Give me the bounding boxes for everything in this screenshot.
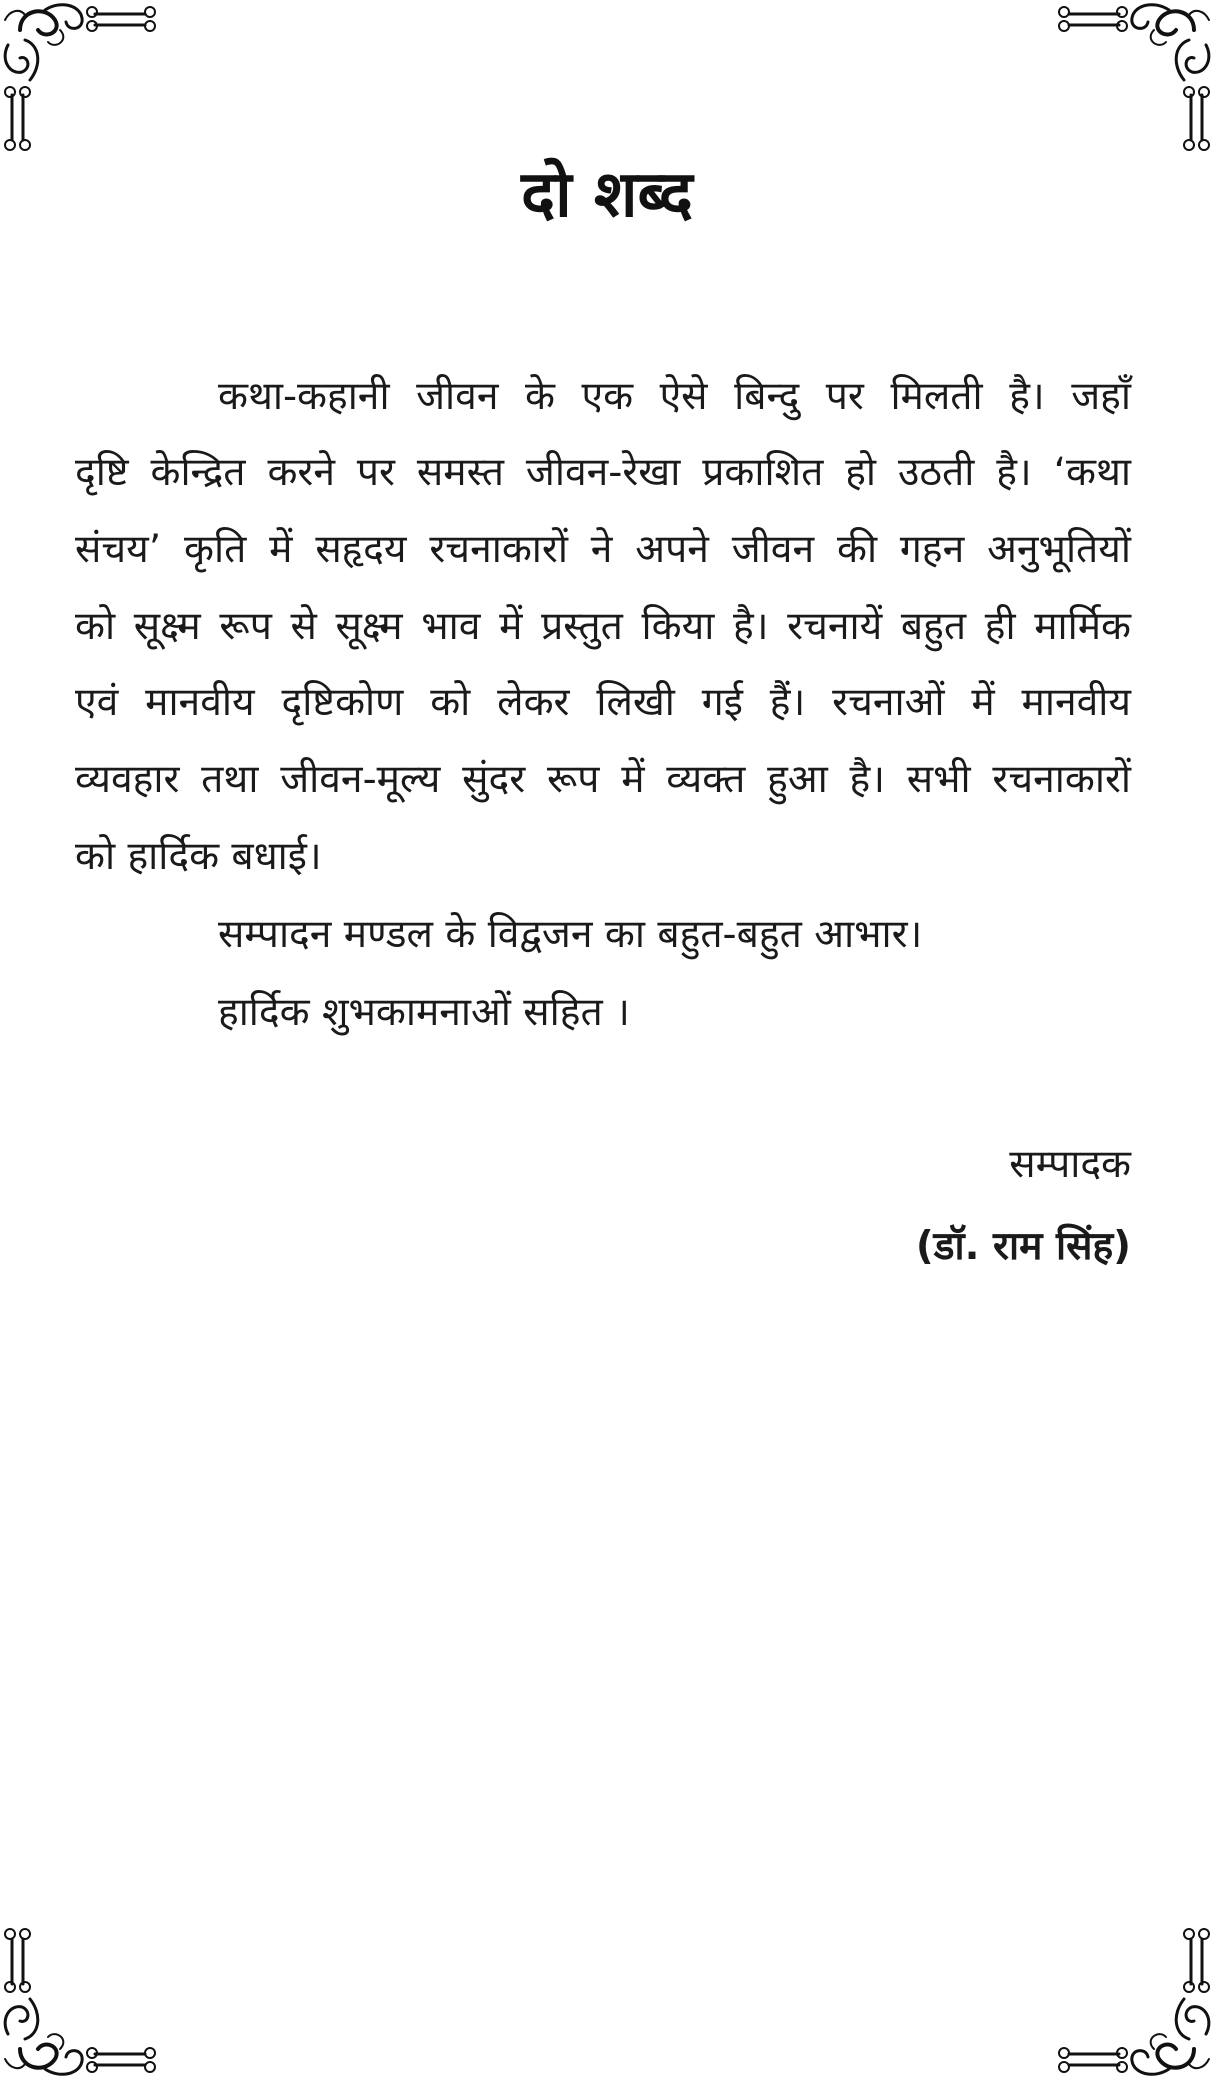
ornamental-corner-bottom-right bbox=[1054, 1924, 1214, 2079]
paragraph-line: संचय’ कृति में सहृदय रचनाकारों ने अपने जीवन की गहन अनुभूतियों bbox=[75, 527, 1131, 572]
signature-name: (डॉ. राम सिंह) bbox=[915, 1224, 1131, 1269]
paragraph-line: व्यवहार तथा जीवन-मूल्य सुंदर रूप में व्यक्त हुआ है। सभी रचनाकारों bbox=[75, 757, 1131, 802]
paragraph-line: दृष्टि केन्द्रित करने पर समस्त जीवन-रेखा प्रकाशित हो उठती है। ‘कथा bbox=[75, 450, 1131, 495]
paragraph-line: को हार्दिक बधाई। bbox=[75, 834, 322, 879]
wishes-line: हार्दिक शुभकामनाओं सहित । bbox=[218, 990, 630, 1035]
paragraph-line: कथा-कहानी जीवन के एक ऐसे बिन्दु पर मिलती है। जहाँ bbox=[218, 374, 1131, 419]
paragraph-line: एवं मानवीय दृष्टिकोण को लेकर लिखी गई हैं। रचनाओं में मानवीय bbox=[75, 680, 1131, 725]
thanks-line: सम्पादन मण्डल के विद्वजन का बहुत-बहुत आभार। bbox=[218, 912, 923, 957]
paragraph-line: को सूक्ष्म रूप से सूक्ष्म भाव में प्रस्तुत किया है। रचनायें बहुत ही मार्मिक bbox=[75, 604, 1131, 649]
page-title: दो शब्द bbox=[521, 158, 693, 232]
ornamental-corner-top-right bbox=[1054, 0, 1214, 155]
ornamental-corner-top-left bbox=[0, 0, 160, 155]
signature-role: सम्पादक bbox=[1009, 1142, 1131, 1187]
ornamental-corner-bottom-left bbox=[0, 1924, 160, 2079]
